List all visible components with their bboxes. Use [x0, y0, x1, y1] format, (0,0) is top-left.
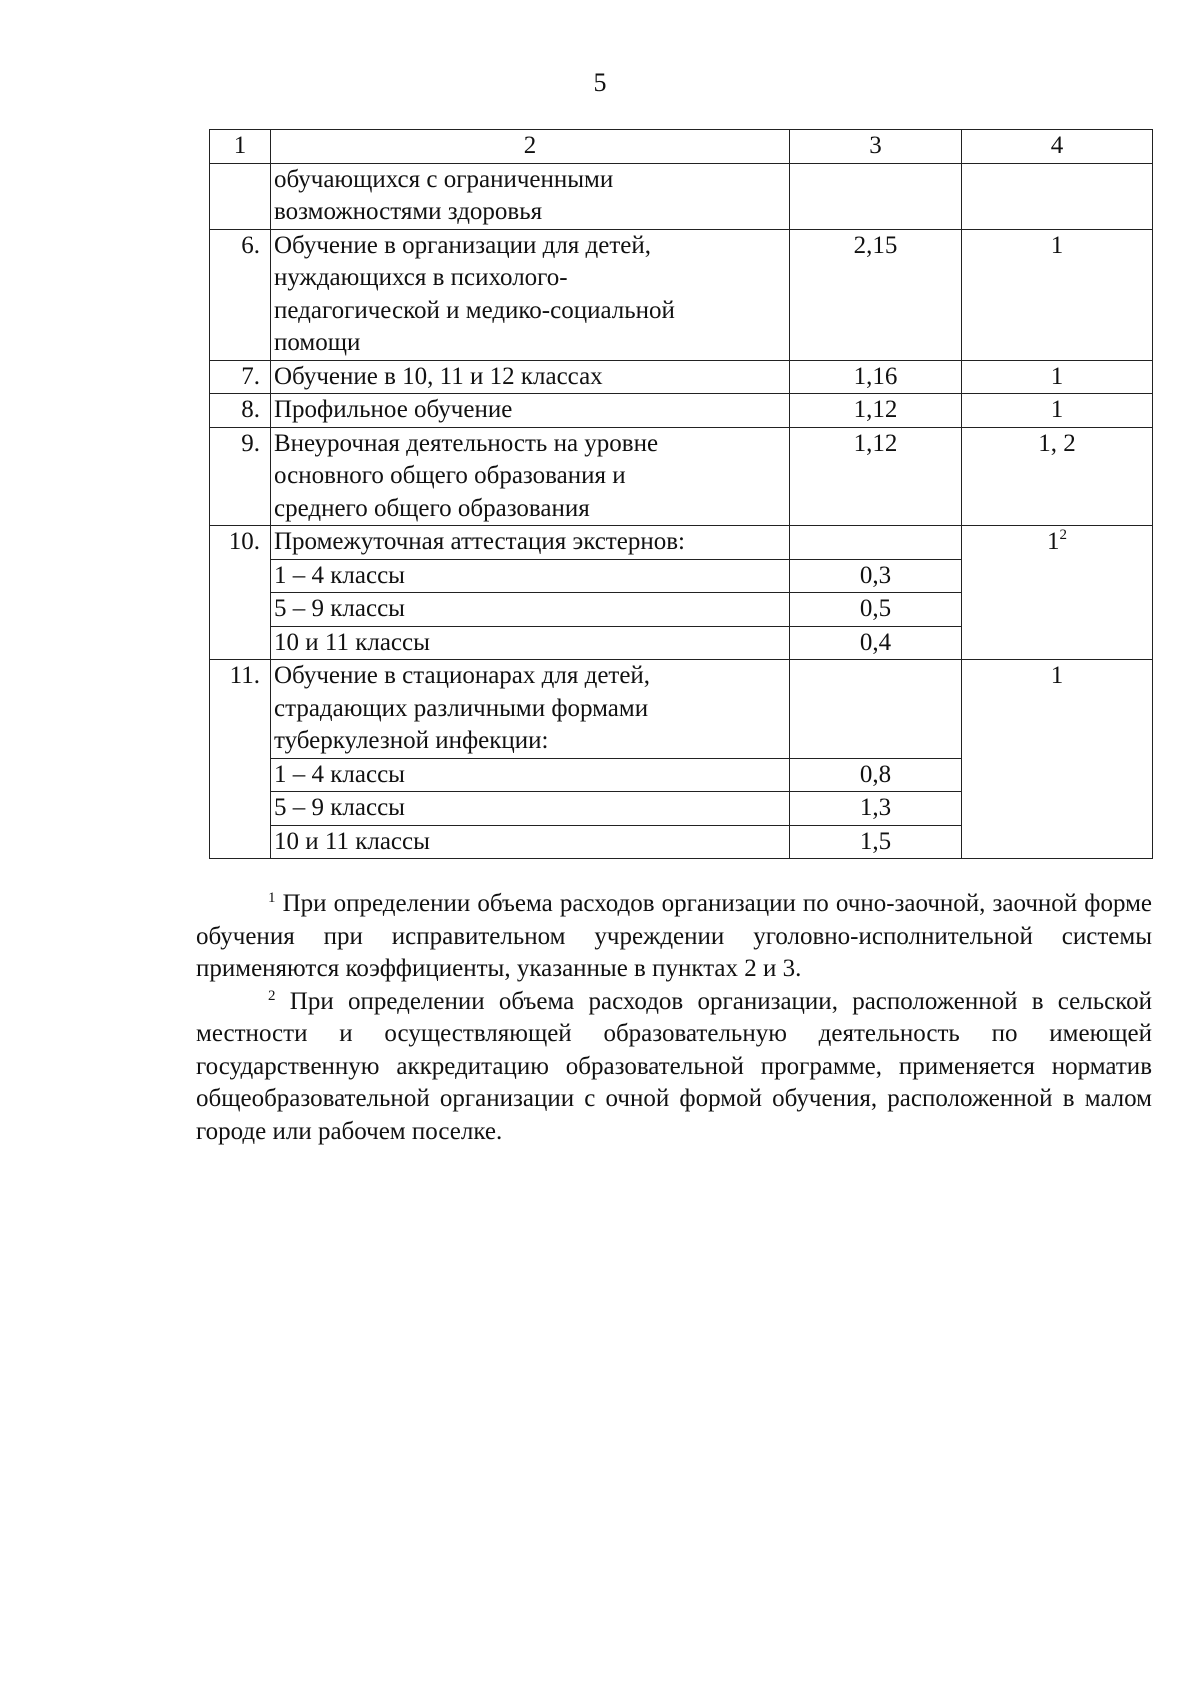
row-text-line: педагогической и медико-социальной [274, 296, 675, 324]
row-note: 1, 2 [962, 427, 1153, 526]
row-number: 7. [210, 360, 271, 394]
row-coefficient: 2,15 [790, 229, 962, 360]
row-text-line: помощи [274, 329, 361, 356]
row-description [271, 229, 790, 360]
row-text-line: возможностями здоровья [274, 198, 543, 225]
subrow-label: 5 – 9 классы [271, 593, 790, 627]
row-coefficient: 1,12 [790, 394, 962, 428]
row-description: Профильное обучение [271, 394, 790, 428]
row-number [210, 163, 271, 229]
row-text-line: основного общего образования и [274, 462, 626, 489]
row-number: 6. [210, 229, 271, 360]
row-coefficient [790, 163, 962, 229]
row-description [271, 427, 790, 526]
row-note: 1 [962, 394, 1153, 428]
row-description [271, 163, 790, 229]
subrow-coefficient: 0,8 [790, 758, 962, 792]
row-description [271, 660, 790, 759]
table-row-6 [210, 229, 1153, 360]
row-number: 9. [210, 427, 271, 526]
footnote-mark: 2 [1059, 527, 1067, 543]
subrow-coefficient: 1,5 [790, 825, 962, 859]
subrow-label: 10 и 11 классы [271, 825, 790, 859]
footnote-mark: 2 [268, 987, 276, 1004]
subrow-label: 10 и 11 классы [271, 626, 790, 660]
footnote-2 [196, 986, 1152, 1149]
row-coefficient: 1,12 [790, 427, 962, 526]
footnote-text: При определении объема расходов организации, расположенной в сельской местности и осуществляющей образовательную деятельность по имеющей государственную аккредитацию образовательной программе, применяется норматив общеобразовательной организации с очной формой обучения, расположенной в малом городе или рабочем поселке. [196, 987, 1153, 1145]
row-note [962, 163, 1153, 229]
footnote-text: При определении объема расходов организации по очно-заочной, заочной форме обучения при исправительном учреждении уголовно-исполнительной системы применяются коэффициенты, указанные в пунктах 2 и 3. [196, 890, 1152, 982]
table-header-row [210, 130, 1153, 164]
row-text-line: туберкулезной инфекции: [274, 727, 549, 754]
header-col-3: 3 [790, 130, 962, 164]
row-note [962, 526, 1153, 660]
footnote-1 [196, 888, 1152, 986]
row-text-line: Обучение в организации для детей, [274, 231, 652, 259]
table-row-8 [210, 394, 1153, 428]
page-number: 5 [593, 68, 607, 97]
coefficients-table [209, 129, 1153, 859]
subrow-label: 1 – 4 классы [271, 559, 790, 593]
footnote-mark: 1 [268, 890, 276, 906]
row-text-line: нуждающихся в психолого- [274, 264, 568, 291]
footnotes [196, 888, 1152, 1148]
row-note: 1 [962, 660, 1153, 859]
row-number: 8. [210, 394, 271, 428]
subrow-coefficient: 0,5 [790, 593, 962, 627]
row-note: 1 [962, 229, 1153, 360]
table-row-11 [210, 660, 1153, 759]
table-row-9 [210, 427, 1153, 526]
header-col-4: 4 [962, 130, 1153, 164]
subrow-coefficient: 0,3 [790, 559, 962, 593]
row-text-line: обучающихся с ограниченными [274, 165, 614, 193]
row-note: 1 [962, 360, 1153, 394]
row-text-line: страдающих различными формами [274, 694, 649, 722]
row-description: Промежуточная аттестация экстернов: [271, 526, 790, 560]
subrow-coefficient: 0,4 [790, 626, 962, 660]
table-row-10 [210, 526, 1153, 560]
subrow-coefficient: 1,3 [790, 792, 962, 826]
row-coefficient [790, 660, 962, 759]
subrow-label: 5 – 9 классы [271, 792, 790, 826]
row-description: Обучение в 10, 11 и 12 классах [271, 360, 790, 394]
subrow-label: 1 – 4 классы [271, 758, 790, 792]
row-number: 11. [210, 660, 271, 859]
note-value: 1 [1047, 528, 1060, 555]
row-text-line: среднего общего образования [274, 494, 590, 522]
header-col-1: 1 [210, 130, 271, 164]
row-number: 10. [210, 526, 271, 660]
row-text-line: Внеурочная деятельность на уровне [274, 429, 659, 457]
row-text-line: Обучение в стационарах для детей, [274, 662, 651, 689]
row-coefficient: 1,16 [790, 360, 962, 394]
header-col-2: 2 [271, 130, 790, 164]
table-row-7 [210, 360, 1153, 394]
table-row-5-continued [210, 163, 1153, 229]
row-coefficient [790, 526, 962, 560]
